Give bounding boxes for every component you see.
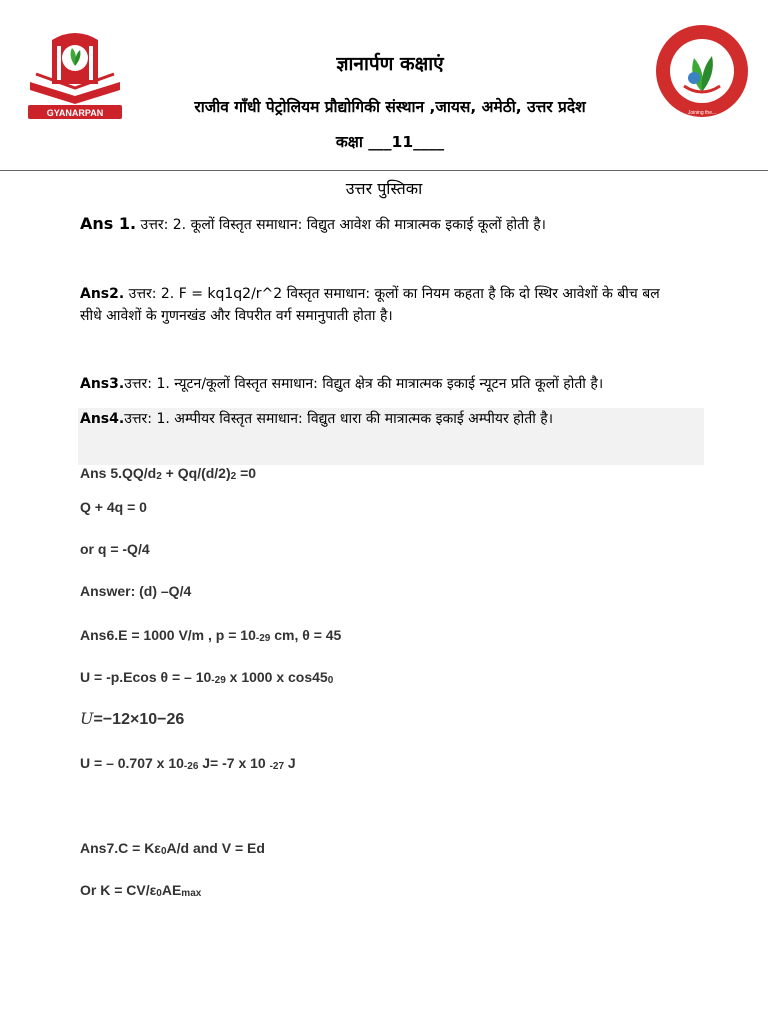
class-label: कक्षा ___11____ xyxy=(335,133,445,151)
institute-name: राजीव गाँधी पेट्रोलियम प्रौद्योगिकी संस्थान ,जायस, अमेठी, उत्तर प्रदेश xyxy=(194,98,586,116)
answer-5-step-2: or q = -Q/4 xyxy=(80,541,150,557)
answer-7-formula xyxy=(80,837,265,863)
answer-6-exponent: -29 xyxy=(211,675,226,686)
answer-7-subscript: max xyxy=(181,888,202,899)
answer-7-subscript: 0 xyxy=(156,888,162,899)
answer-7-part: A/d and V = Ed xyxy=(166,840,265,856)
answer-6-symbol: U xyxy=(80,709,94,728)
answer-6-exponent: -27 xyxy=(269,761,285,772)
answer-6-part: U = – 0.707 x 10 xyxy=(80,755,184,771)
answer-6-part: U = -p.Ecos θ = – 10 xyxy=(80,669,212,685)
answer-6-degree: 0 xyxy=(327,675,334,686)
answer-2-text-line2: सीधे आवेशों के गुणनखंड और विपरीत वर्ग समानुपाती होता है। xyxy=(80,308,393,324)
answer-1 xyxy=(80,213,546,236)
answer-2 xyxy=(80,283,660,305)
answer-6-formula xyxy=(80,666,333,692)
answer-4 xyxy=(80,408,553,430)
answer-3 xyxy=(80,373,603,395)
rgipt-seal-logo xyxy=(654,22,750,120)
answer-5-result: Answer: (d) –Q/4 xyxy=(80,583,192,599)
answer-7-part: AE xyxy=(161,882,182,898)
answer-5-subscript: 2 xyxy=(156,471,162,482)
answer-7-part: Or K = CV/ε xyxy=(80,882,157,898)
gyanarpan-logo xyxy=(22,26,128,122)
page-title: ज्ञानार्पण कक्षाएं xyxy=(336,53,444,75)
answer-5-part: Ans 5.QQ/d xyxy=(80,465,157,481)
answer-3-text: उत्तर: 1. न्यूटन/कूलों विस्तृत समाधान: विद्युत क्षेत्र की मात्रात्मक इकाई न्यूटन प्रति कूलों होती है। xyxy=(124,376,604,392)
answer-5-part: + Qq/(d/2) xyxy=(161,465,231,481)
answer-6-part: J= -7 x 10 xyxy=(198,755,270,771)
answer-6-exponent: -29 xyxy=(255,633,271,644)
answer-7-part: Ans7.C = Kε xyxy=(80,840,161,856)
answer-1-text: उत्तर: 2. कूलों विस्तृत समाधान: विद्युत आवेश की मात्रात्मक इकाई कूलों होती है। xyxy=(136,217,546,233)
answer-4-text: उत्तर: 1. अम्पीयर विस्तृत समाधान: विद्युत धारा की मात्रात्मक इकाई अम्पीयर होती है। xyxy=(124,411,554,427)
answer-7-subscript: 0 xyxy=(160,846,167,857)
header-divider xyxy=(0,170,768,171)
answer-6-exponent: -26 xyxy=(183,761,199,772)
answer-4-label: Ans4. xyxy=(80,411,125,427)
answer-6-given xyxy=(80,624,341,650)
answer-5-part: =0 xyxy=(236,465,257,481)
answer-5-step-1: Q + 4q = 0 xyxy=(80,499,147,515)
answer-6-part: =−12×10−26 xyxy=(93,711,185,728)
answer-1-label: Ans 1. xyxy=(80,214,137,233)
rgipt-seal-text: Joining the... xyxy=(687,110,717,116)
answer-6-part: x 1000 x cos45 xyxy=(225,669,328,685)
gyanarpan-logo-text: GYANARPAN xyxy=(46,108,104,118)
answer-6-result xyxy=(80,752,296,778)
answer-book-heading: उत्तर पुस्तिका xyxy=(345,179,423,198)
answer-3-label: Ans3. xyxy=(80,376,125,392)
answer-5-subscript: 2 xyxy=(230,471,237,482)
answer-6-part: Ans6.E = 1000 V/m , p = 10 xyxy=(80,627,256,643)
answer-7-result xyxy=(80,879,201,905)
answer-2-label: Ans2. xyxy=(80,286,125,302)
answer-6-part: J xyxy=(284,755,296,771)
answer-6-part: cm, θ = 45 xyxy=(270,627,342,643)
answer-2-text-line1: उत्तर: 2. F = kq1q2/r^2 विस्तृत समाधान: कूलों का नियम कहता है कि दो स्थिर आवेशों के बीच बल xyxy=(124,286,660,302)
answer-6-value xyxy=(80,708,184,731)
answer-5-equation xyxy=(80,462,256,488)
